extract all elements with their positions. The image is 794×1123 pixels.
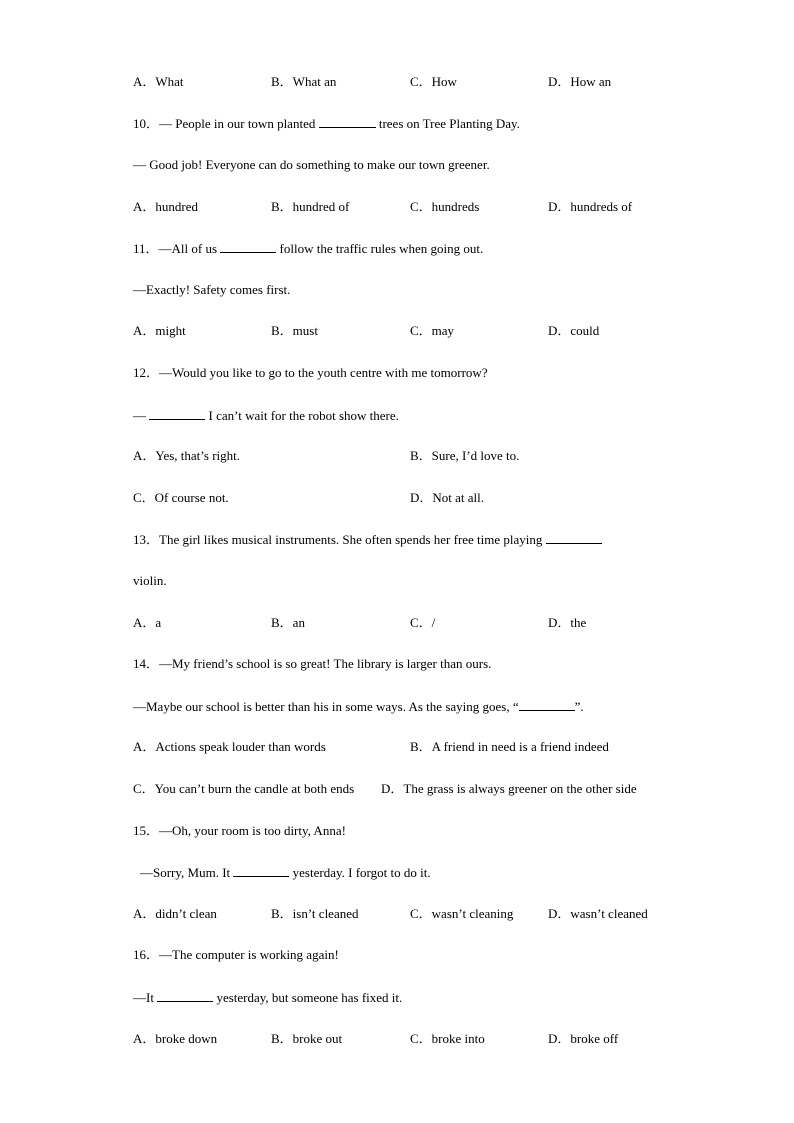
q14-option-d[interactable]: D．The grass is always greener on the other side (381, 781, 637, 796)
q12-reply-start: — (133, 408, 150, 423)
q13-blank (546, 531, 602, 544)
q10-stem-text-end: trees on Tree Planting Day. (375, 116, 520, 131)
q12-option-b[interactable]: B．Sure, I’d love to. (410, 448, 520, 463)
q12-stem: 12．—Would you like to go to the youth centre with me tomorrow? (133, 365, 488, 380)
q10-stem (133, 115, 520, 132)
q14-option-c[interactable]: C．You can’t burn the candle at both ends (133, 781, 355, 796)
q16-reply-end: yesterday, but someone has fixed it. (213, 990, 403, 1005)
q15-option-a[interactable]: A．didn’t clean (133, 906, 217, 921)
q14-reply-end: ”. (574, 699, 584, 714)
q11-option-d[interactable]: D．could (548, 323, 600, 338)
q14-reply (133, 698, 584, 715)
q16-reply (133, 989, 402, 1006)
q11-stem-text-end: follow the traffic rules when going out. (276, 241, 484, 256)
q12-option-a[interactable]: A．Yes, that’s right. (133, 448, 241, 463)
q12-option-d[interactable]: D．Not at all. (410, 490, 485, 505)
q10-option-c[interactable]: C．hundreds (410, 199, 480, 214)
q10-reply: — Good job! Everyone can do something to make our town greener. (133, 157, 490, 172)
q12-reply (133, 407, 399, 424)
q13-stem-text: 13．The girl likes musical instruments. She often spends her free time playing (133, 532, 546, 547)
q15-option-c[interactable]: C．wasn’t cleaning (410, 906, 514, 921)
q11-reply: —Exactly! Safety comes first. (133, 282, 291, 297)
q10-option-d[interactable]: D．hundreds of (548, 199, 633, 214)
q9-option-b[interactable]: B．What an (271, 74, 337, 89)
q12-blank (149, 407, 205, 420)
q10-blank (319, 115, 376, 128)
q10-option-b[interactable]: B．hundred of (271, 199, 350, 214)
q14-stem: 14．—My friend’s school is so great! The library is larger than ours. (133, 656, 492, 671)
q13-option-b[interactable]: B．an (271, 615, 305, 630)
q9-option-d[interactable]: D．How an (548, 74, 612, 89)
q10-stem-text: 10．— People in our town planted (133, 116, 319, 131)
q13-stem (133, 531, 602, 548)
q16-stem: 16．—The computer is working again! (133, 947, 339, 962)
q11-option-a[interactable]: A．might (133, 323, 186, 338)
q11-stem (133, 240, 483, 257)
q15-reply-end: yesterday. I forgot to do it. (289, 865, 431, 880)
q9-option-a[interactable]: A．What (133, 74, 184, 89)
q15-reply (140, 864, 431, 881)
q11-option-b[interactable]: B．must (271, 323, 318, 338)
q15-option-b[interactable]: B．isn’t cleaned (271, 906, 359, 921)
q16-option-c[interactable]: C．broke into (410, 1031, 485, 1046)
q13-option-c[interactable]: C．/ (410, 615, 436, 630)
q11-option-c[interactable]: C．may (410, 323, 455, 338)
q14-option-b[interactable]: B．A friend in need is a friend indeed (410, 739, 609, 754)
q9-option-c[interactable]: C．How (410, 74, 457, 89)
q15-reply-text: —Sorry, Mum. It (140, 865, 234, 880)
q11-blank (220, 240, 276, 253)
q12-reply-text: I can’t wait for the robot show there. (205, 408, 399, 423)
q15-stem: 15．—Oh, your room is too dirty, Anna! (133, 823, 346, 838)
q14-reply-text: —Maybe our school is better than his in some ways. As the saying goes, “ (133, 699, 519, 714)
q13-option-a[interactable]: A．a (133, 615, 162, 630)
q15-option-d[interactable]: D．wasn’t cleaned (548, 906, 648, 921)
q15-blank (233, 864, 289, 877)
q16-option-d[interactable]: D．broke off (548, 1031, 619, 1046)
q10-option-a[interactable]: A．hundred (133, 199, 198, 214)
q14-option-a[interactable]: A．Actions speak louder than words (133, 739, 326, 754)
q16-option-a[interactable]: A．broke down (133, 1031, 218, 1046)
q11-stem-text: 11．—All of us (133, 241, 221, 256)
q16-reply-text: —It (133, 990, 158, 1005)
q13-option-d[interactable]: D．the (548, 615, 587, 630)
q13-stem-cont: violin. (133, 573, 167, 588)
q16-option-b[interactable]: B．broke out (271, 1031, 343, 1046)
q12-option-c[interactable]: C．Of course not. (133, 490, 229, 505)
q16-blank (157, 989, 213, 1002)
q14-blank (519, 698, 575, 711)
